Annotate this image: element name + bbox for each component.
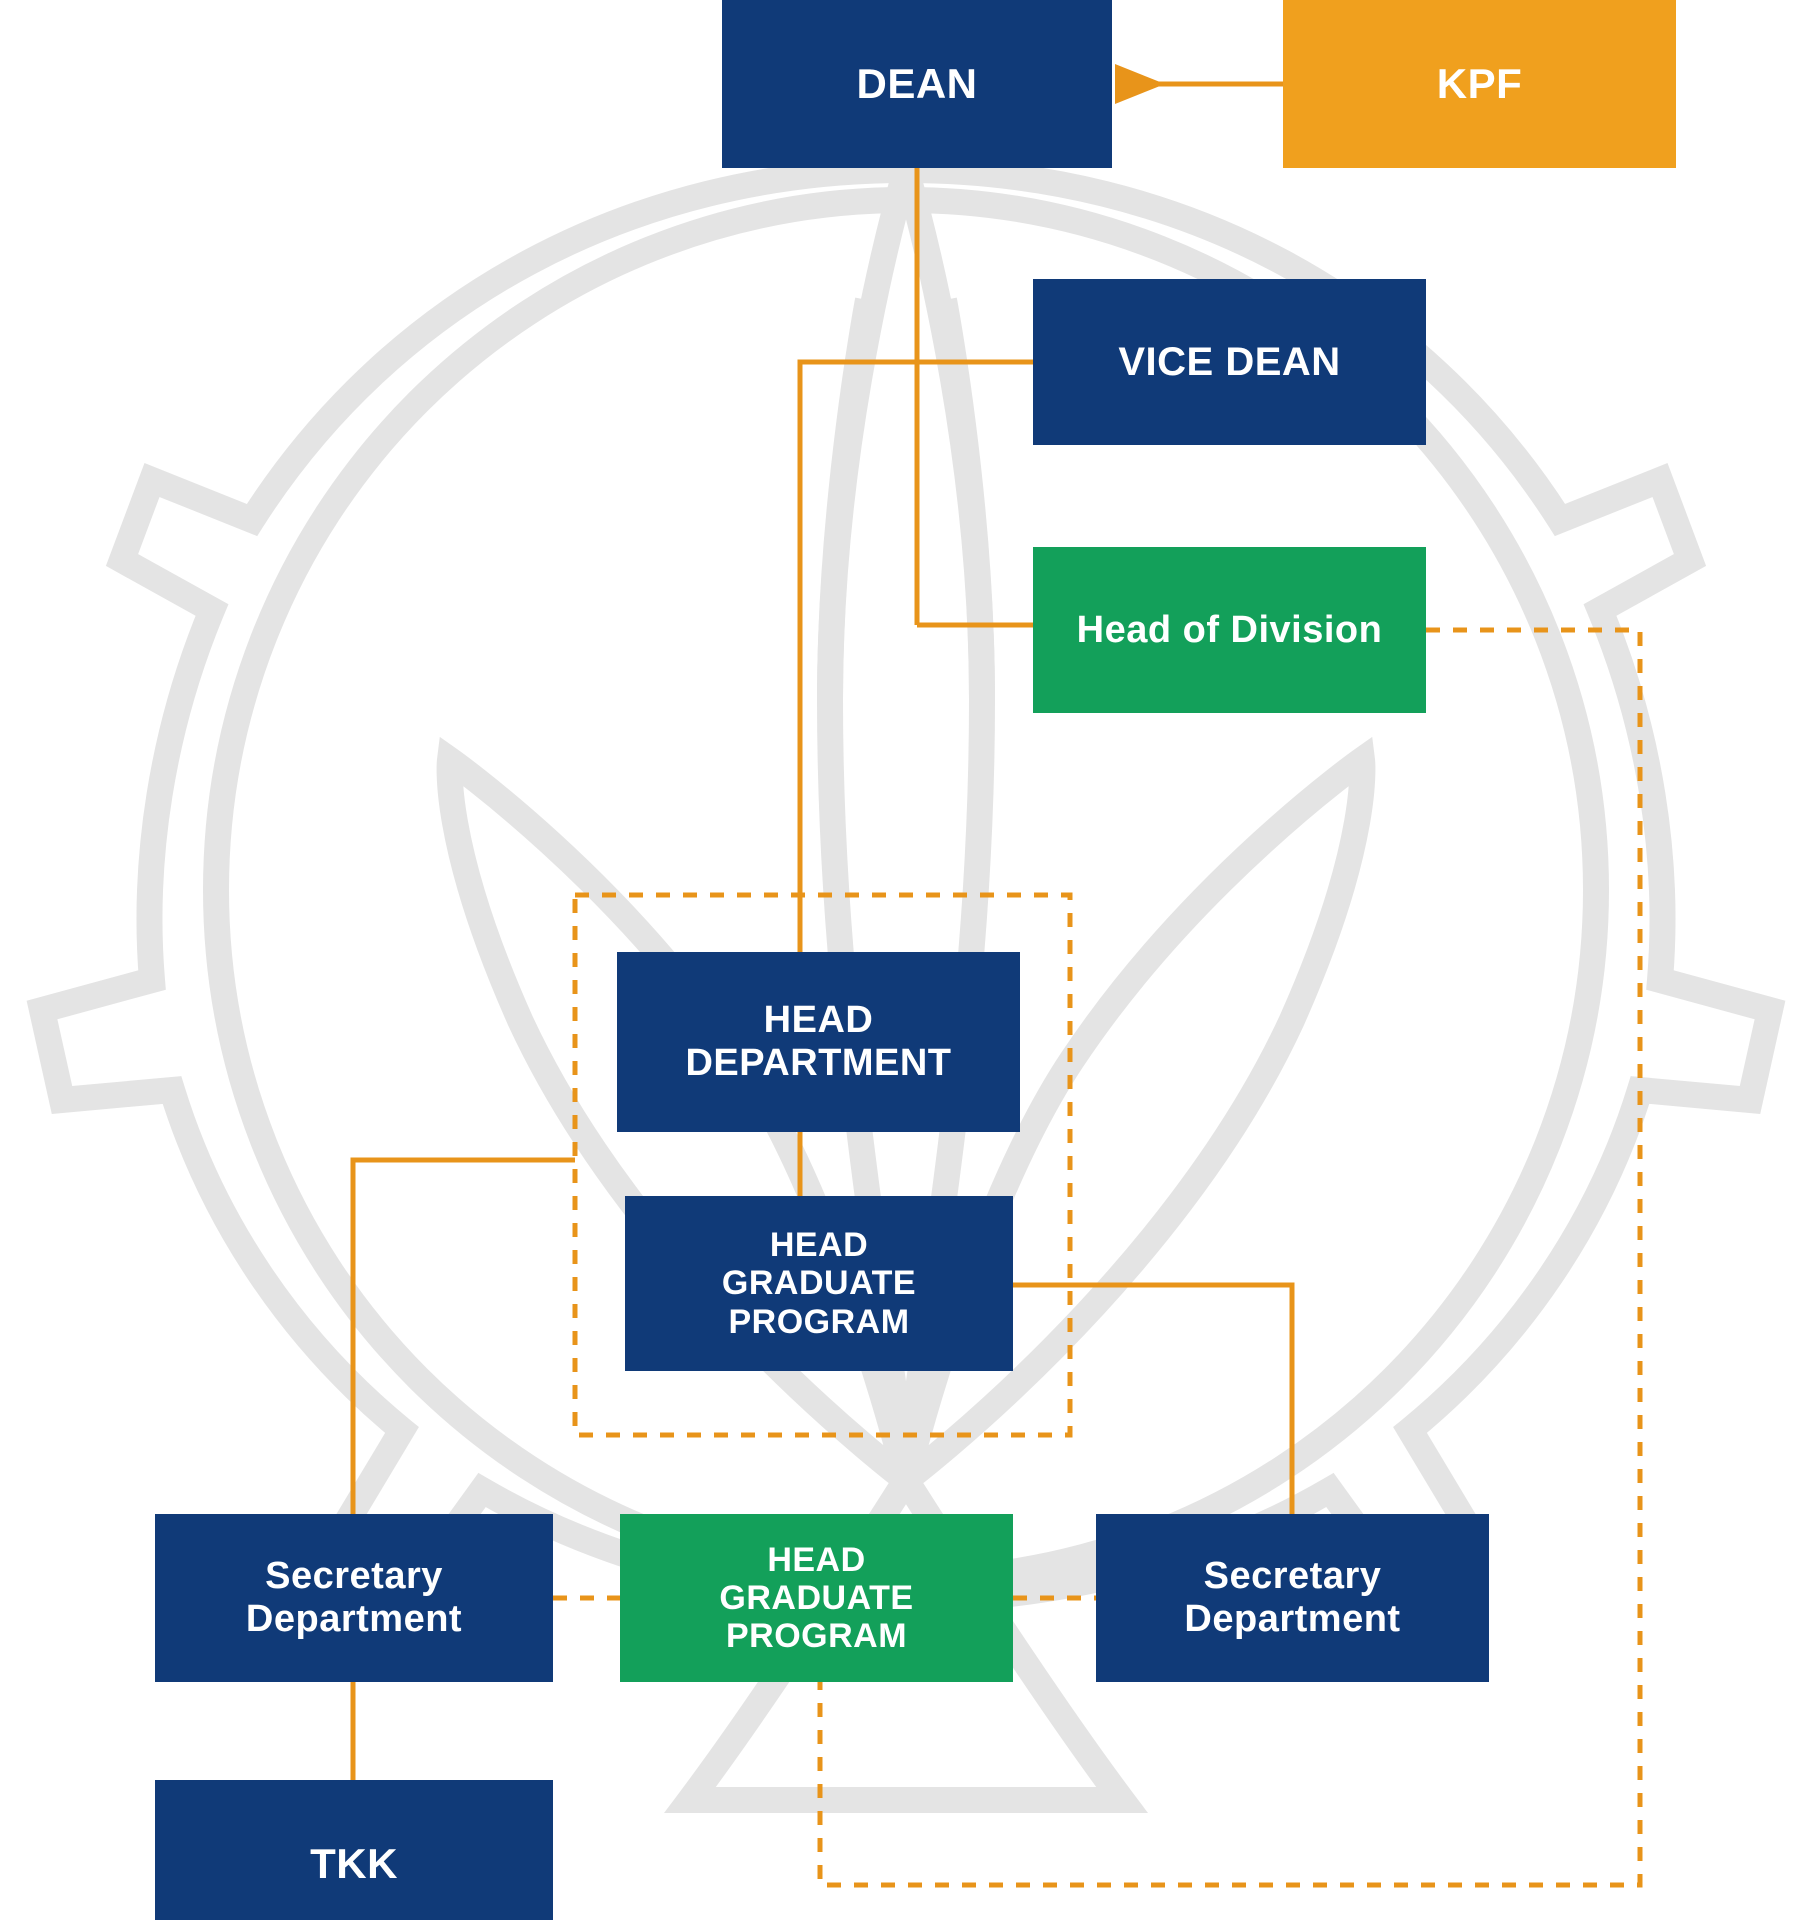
node-head-of-division-label: Head of Division (1076, 608, 1383, 651)
node-kpf-label: KPF (1436, 60, 1523, 108)
node-secretary-department-right-label: Secretary Department (1184, 1555, 1401, 1640)
node-head-graduate-program-2[interactable] (620, 1514, 1013, 1682)
connector-secretary-left-to-group (353, 1160, 575, 1514)
node-vice-dean[interactable] (1033, 279, 1426, 445)
node-head-graduate-program-1[interactable] (625, 1196, 1013, 1371)
connector-vice-dean-to-head-department (800, 362, 1033, 952)
node-head-department[interactable] (617, 952, 1020, 1132)
node-dean-label: DEAN (856, 60, 978, 108)
connector-graduate-to-secretary-right (1013, 1285, 1292, 1514)
node-secretary-department-left[interactable] (155, 1514, 553, 1682)
node-dean[interactable] (722, 0, 1112, 168)
node-head-of-division[interactable] (1033, 547, 1426, 713)
node-tkk-label: TKK (310, 1840, 398, 1888)
node-vice-dean-label: VICE DEAN (1118, 339, 1341, 384)
node-kpf[interactable] (1283, 0, 1676, 168)
node-head-graduate-program-1-label: HEAD GRADUATE PROGRAM (721, 1226, 917, 1341)
node-head-graduate-program-2-label: HEAD GRADUATE PROGRAM (719, 1540, 914, 1656)
node-secretary-department-left-label: Secretary Department (245, 1555, 463, 1640)
node-tkk[interactable] (155, 1780, 553, 1920)
node-head-department-label: HEAD DEPARTMENT (685, 999, 952, 1084)
node-secretary-department-right[interactable] (1096, 1514, 1489, 1682)
